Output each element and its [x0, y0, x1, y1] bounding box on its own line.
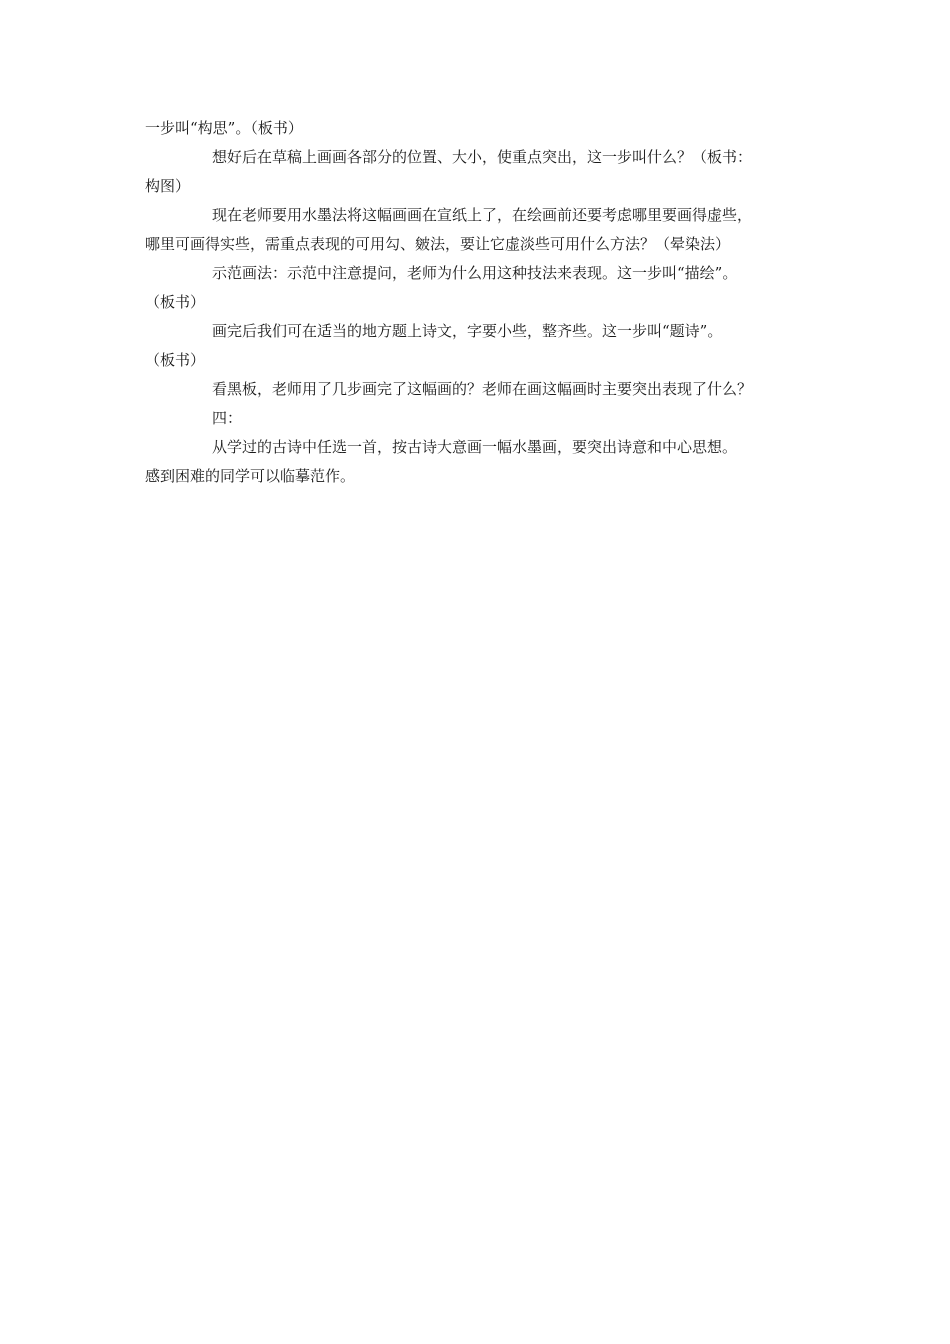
document-body [145, 114, 820, 491]
text-line: （板书） [145, 351, 206, 369]
text-line: 从学过的古诗中任选一首，按古诗大意画一幅水墨画，要突出诗意和中心思想。 [212, 438, 738, 456]
text-line: 画完后我们可在适当的地方题上诗文，字要小些，整齐些。这一步叫“题诗”。 [212, 322, 723, 340]
section-heading: 四： [212, 409, 243, 427]
text-line: 哪里可画得实些，需重点表现的可用勾、皴法，要让它虚淡些可用什么方法？（晕染法） [145, 235, 731, 253]
text-line: （板书） [145, 293, 206, 311]
text-line: 示范画法：示范中注意提问，老师为什么用这种技法来表现。这一步叫“描绘”。 [212, 264, 738, 282]
text-line: 一步叫“构思”。（板书） [145, 119, 303, 137]
text-line: 现在老师要用水墨法将这幅画画在宣纸上了，在绘画前还要考虑哪里要画得虚些， [212, 206, 753, 224]
text-line: 想好后在草稿上画画各部分的位置、大小，使重点突出，这一步叫什么？（板书： [212, 148, 753, 166]
text-line: 看黑板，老师用了几步画完了这幅画的？老师在画这幅画时主要突出表现了什么？ [212, 380, 753, 398]
text-line: 感到困难的同学可以临摹范作。 [145, 467, 356, 485]
text-line: 构图） [145, 177, 191, 195]
